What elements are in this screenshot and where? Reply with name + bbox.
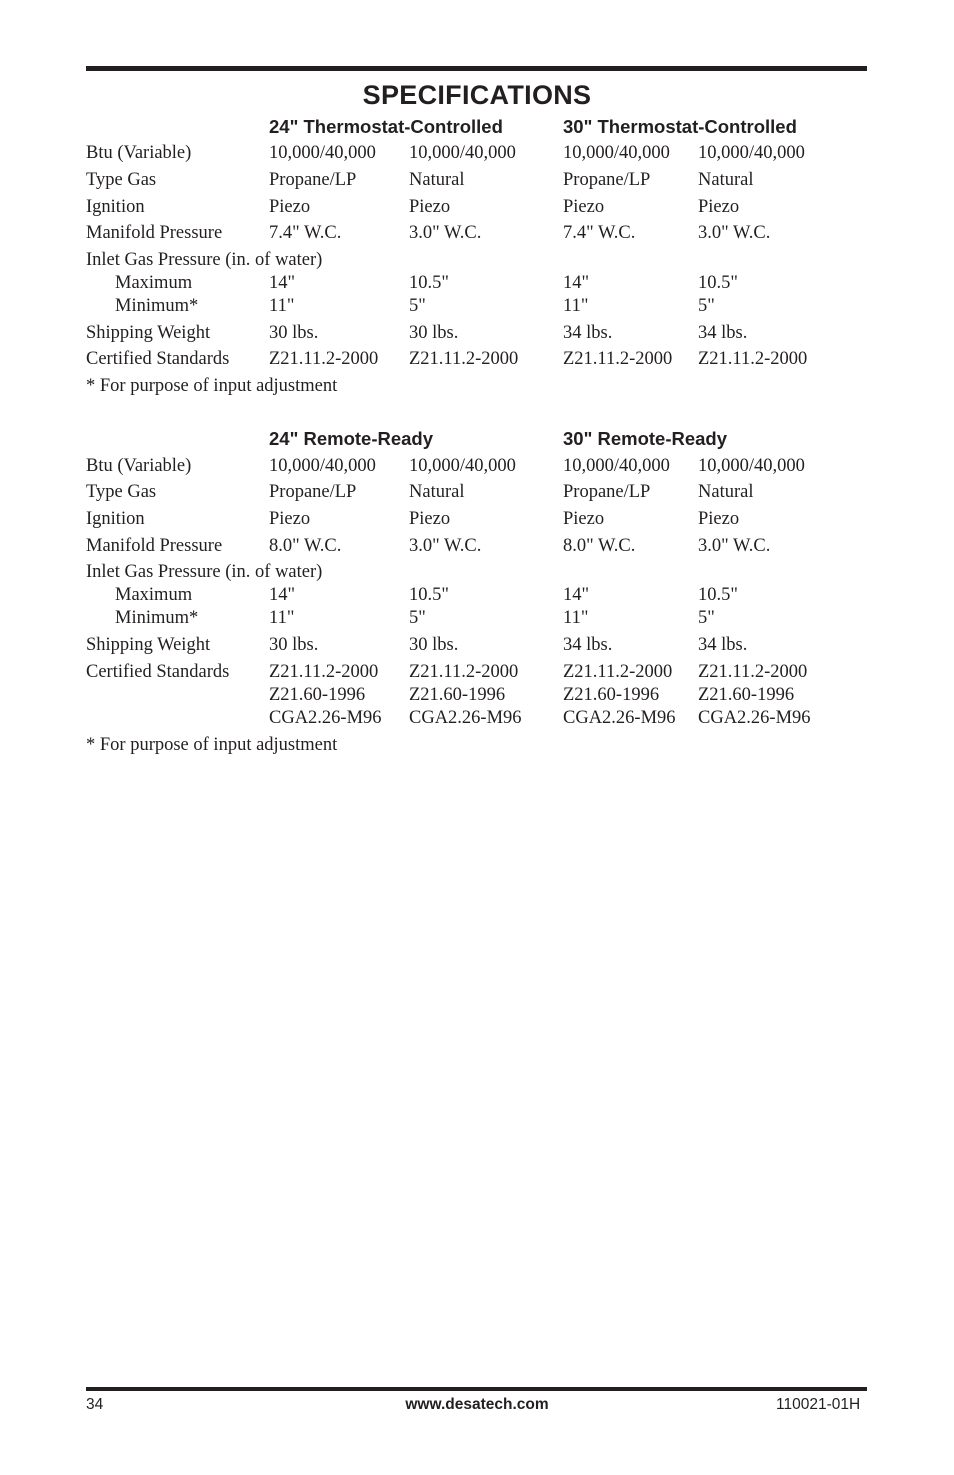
table2-cell: 10,000/40,000 (698, 456, 805, 476)
table2-row-label: Type Gas (86, 482, 157, 502)
table2-cell: 3.0" W.C. (698, 536, 771, 556)
table2-cell: 10,000/40,000 (409, 456, 516, 476)
table2-row-label: Ignition (86, 509, 145, 529)
table1-cell: 30 lbs. (269, 323, 319, 343)
table1-cell: 10.5" (409, 273, 449, 293)
table1-cell: 10,000/40,000 (269, 143, 376, 163)
table2-cell: CGA2.26-M96 (269, 708, 382, 728)
table2-cell: 3.0" W.C. (409, 536, 482, 556)
table2-cell: Z21.60-1996 (409, 685, 506, 705)
table1-cell: 7.4" W.C. (269, 223, 342, 243)
table1-cell: Propane/LP (563, 170, 651, 190)
table2-cell: 14" (269, 585, 296, 605)
table2-row-label: Maximum (115, 585, 193, 605)
table2-cell: Piezo (409, 509, 451, 529)
table1-cell: Piezo (698, 197, 740, 217)
table2-cell: Z21.60-1996 (269, 685, 366, 705)
table1-group-header-24: 24" Thermostat-Controlled (269, 116, 503, 137)
table1-cell: 34 lbs. (563, 323, 613, 343)
table2-cell: Piezo (563, 509, 605, 529)
table1-cell: 30 lbs. (409, 323, 459, 343)
table1-cell: Propane/LP (269, 170, 357, 190)
table2-row-label: Manifold Pressure (86, 536, 223, 556)
table1-row-label: Type Gas (86, 170, 157, 190)
table1-group-header-30: 30" Thermostat-Controlled (563, 116, 797, 137)
bottom-rule (86, 1387, 867, 1391)
table1-cell: Z21.11.2-2000 (409, 349, 519, 369)
table1-row-label: Manifold Pressure (86, 223, 223, 243)
table2-footnote: * For purpose of input adjustment (86, 735, 338, 755)
table1-cell: 5" (698, 296, 715, 316)
table1-cell: 14" (563, 273, 590, 293)
table1-cell: 10,000/40,000 (698, 143, 805, 163)
footer-url[interactable]: www.desatech.com (405, 1396, 549, 1413)
table2-cell: Propane/LP (563, 482, 651, 502)
table1-footnote: * For purpose of input adjustment (86, 376, 338, 396)
table1-cell: Z21.11.2-2000 (563, 349, 673, 369)
table1-cell: 5" (409, 296, 426, 316)
top-rule (86, 66, 867, 71)
table1-cell: 11" (269, 296, 295, 316)
table1-cell: Piezo (269, 197, 311, 217)
table2-cell: 11" (563, 608, 589, 628)
table2-row-label: Btu (Variable) (86, 456, 192, 476)
table1-cell: 10,000/40,000 (409, 143, 516, 163)
table1-cell: Z21.11.2-2000 (698, 349, 808, 369)
table2-cell: 10.5" (698, 585, 738, 605)
table1-cell: 14" (269, 273, 296, 293)
table2-cell: CGA2.26-M96 (563, 708, 676, 728)
table1-row-label: Ignition (86, 197, 145, 217)
table1-cell: Piezo (409, 197, 451, 217)
table2-cell: Natural (698, 482, 754, 502)
table2-cell: Z21.11.2-2000 (409, 662, 519, 682)
table2-cell: 14" (563, 585, 590, 605)
table2-cell: 5" (409, 608, 426, 628)
table1-row-label: Btu (Variable) (86, 143, 192, 163)
table1-cell: Piezo (563, 197, 605, 217)
table2-cell: Propane/LP (269, 482, 357, 502)
table2-cell: Z21.11.2-2000 (698, 662, 808, 682)
table1-row-label: Certified Standards (86, 349, 230, 369)
table1-cell: 7.4" W.C. (563, 223, 636, 243)
table2-row-label: Inlet Gas Pressure (in. of water) (86, 562, 323, 582)
table1-cell: 10,000/40,000 (563, 143, 670, 163)
table1-row-label: Shipping Weight (86, 323, 211, 343)
table1-cell: 11" (563, 296, 589, 316)
table1-cell: Z21.11.2-2000 (269, 349, 379, 369)
table2-cell: 11" (269, 608, 295, 628)
table1-cell: Natural (409, 170, 465, 190)
table2-cell: 30 lbs. (269, 635, 319, 655)
table2-cell: 10,000/40,000 (563, 456, 670, 476)
table1-row-label: Inlet Gas Pressure (in. of water) (86, 250, 323, 270)
table2-cell: 5" (698, 608, 715, 628)
table2-row-label: Shipping Weight (86, 635, 211, 655)
table2-cell: 30 lbs. (409, 635, 459, 655)
table2-cell: Piezo (698, 509, 740, 529)
table2-group-header-24: 24" Remote-Ready (269, 428, 434, 449)
table1-row-label: Minimum* (115, 296, 199, 316)
page-title: SPECIFICATIONS (362, 80, 592, 110)
table2-cell: Z21.60-1996 (698, 685, 795, 705)
table2-cell: Z21.11.2-2000 (563, 662, 673, 682)
table2-cell: CGA2.26-M96 (409, 708, 522, 728)
table2-cell: Z21.60-1996 (563, 685, 660, 705)
table2-cell: 10.5" (409, 585, 449, 605)
table2-cell: 10,000/40,000 (269, 456, 376, 476)
page-number: 34 (86, 1396, 104, 1413)
table2-cell: Piezo (269, 509, 311, 529)
table2-cell: 8.0" W.C. (269, 536, 342, 556)
table1-cell: 34 lbs. (698, 323, 748, 343)
table1-cell: Natural (698, 170, 754, 190)
table2-cell: Z21.11.2-2000 (269, 662, 379, 682)
table2-row-label: Minimum* (115, 608, 199, 628)
table2-cell: 8.0" W.C. (563, 536, 636, 556)
table1-cell: 3.0" W.C. (409, 223, 482, 243)
table2-cell: CGA2.26-M96 (698, 708, 811, 728)
table1-cell: 3.0" W.C. (698, 223, 771, 243)
table2-group-header-30: 30" Remote-Ready (563, 428, 728, 449)
table1-cell: 10.5" (698, 273, 738, 293)
doc-number: 110021-01H (776, 1396, 861, 1413)
table2-cell: Natural (409, 482, 465, 502)
table2-cell: 34 lbs. (698, 635, 748, 655)
table2-row-label: Certified Standards (86, 662, 230, 682)
table2-cell: 34 lbs. (563, 635, 613, 655)
table1-row-label: Maximum (115, 273, 193, 293)
